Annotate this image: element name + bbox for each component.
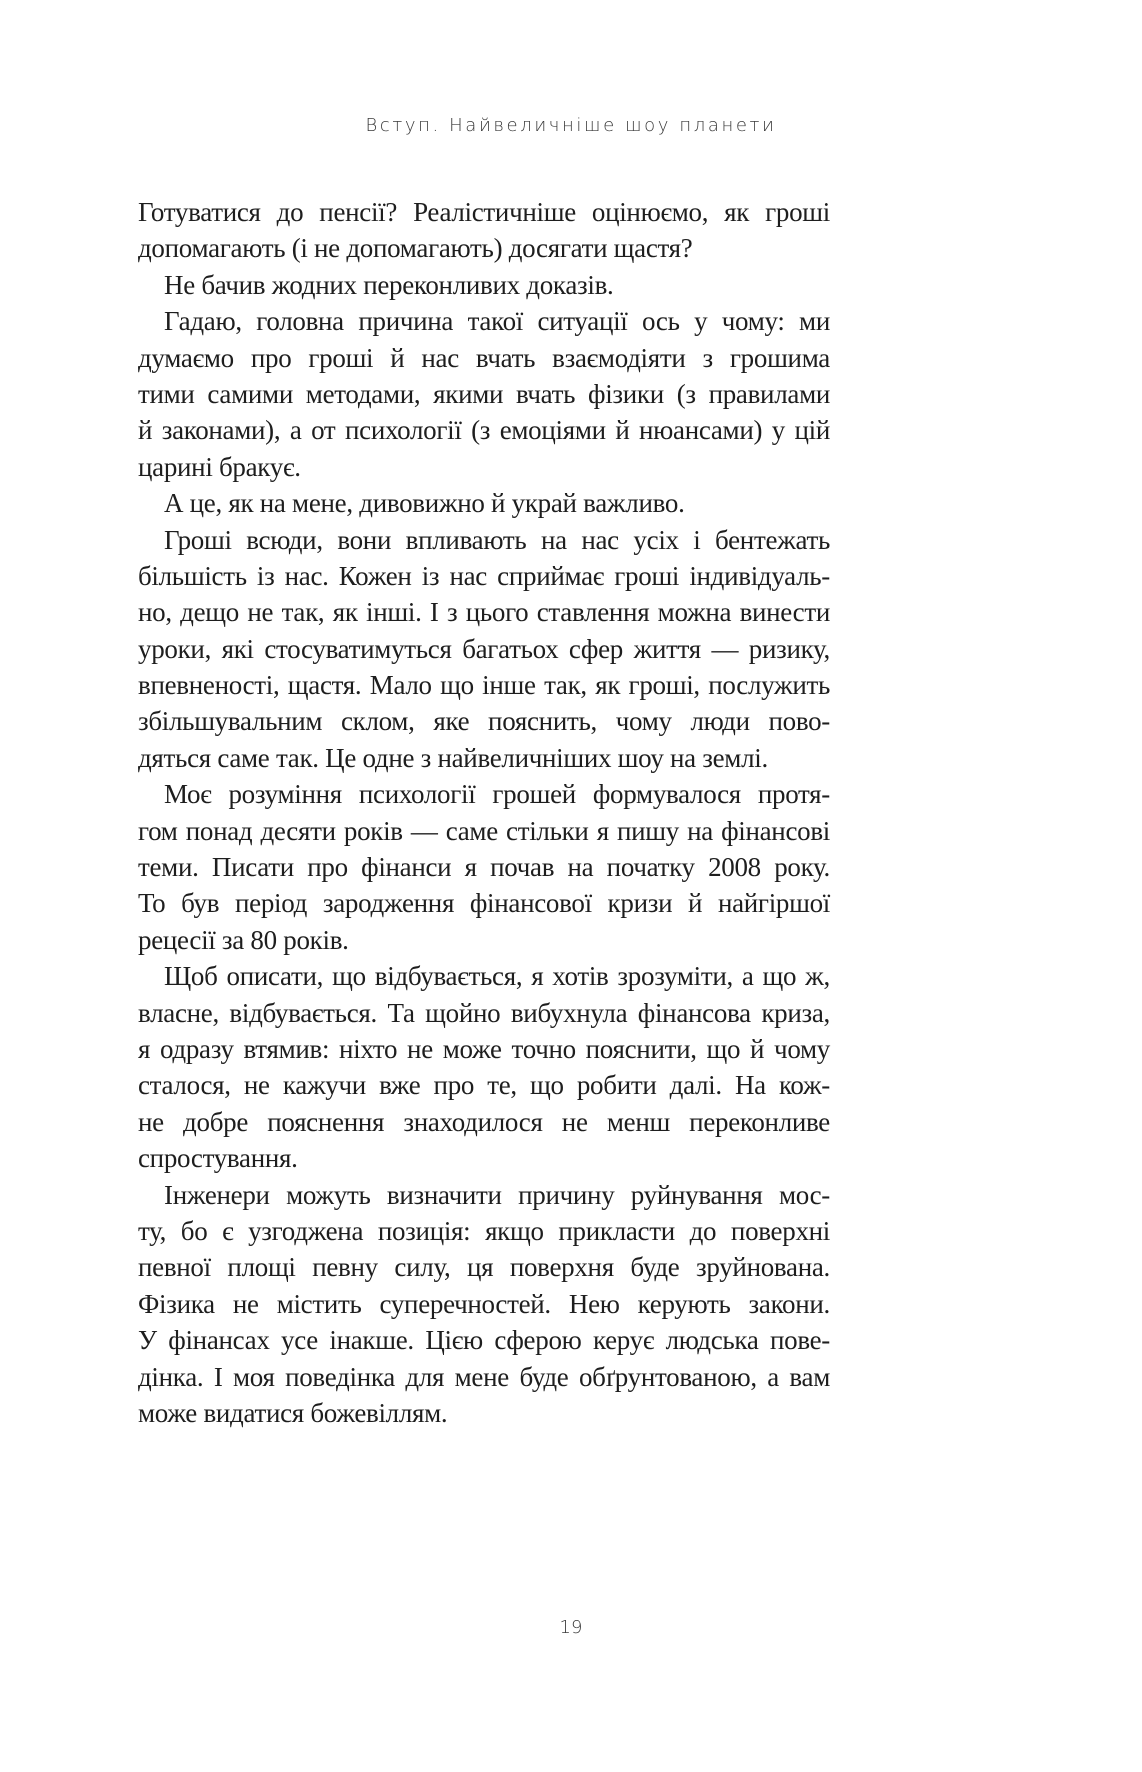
paragraph [138, 267, 830, 303]
text-line: но, дещо не так, як інші. І з цього ставлення можна винести [138, 597, 830, 628]
text-line: не добре пояснення знаходилося не менш переконливе [138, 1106, 830, 1137]
paragraph [138, 522, 830, 777]
paragraph [138, 958, 830, 1176]
text-line: я одразу втямив: ніхто не може точно пояснити, що й чому [138, 1033, 830, 1064]
text-line: сталося, не кажучи вже про те, що робити далі. На кож- [138, 1070, 830, 1101]
text-line: Моє розуміння психології грошей формувалося протя- [164, 779, 830, 810]
text-line: Фізика не містить суперечностей. Нею керують закони. [138, 1288, 830, 1319]
text-line: рецесії за 80 років. [138, 924, 349, 955]
text-line: гом понад десяти років — саме стільки я пишу на фінансові [138, 815, 830, 846]
paragraph [138, 485, 830, 521]
text-line: впевненості, щастя. Мало що інше так, як гроші, послужить [138, 670, 830, 701]
text-line: спростування. [138, 1143, 298, 1174]
text-line: Інженери можуть визначити причину руйнування мос- [164, 1179, 830, 1210]
text-line: царині бракує. [138, 451, 301, 482]
text-line: А це, як на мене, дивовижно й украй важливо. [164, 488, 685, 519]
text-line: збільшувальним склом, яке пояснить, чому люди пово- [138, 706, 830, 737]
running-header: Вступ. Найвеличніше шоу планети [365, 115, 777, 136]
text-line: дяться саме так. Це одне з найвеличніших шоу на землі. [138, 742, 768, 773]
text-line: Не бачив жодних переконливих доказів. [164, 269, 614, 300]
text-line: уроки, які стосуватимуться багатьох сфер життя — ризику, [138, 633, 830, 664]
text-line: певної площі певну силу, ця поверхня буде зруйнована. [138, 1252, 830, 1283]
text-line: власне, відбувається. Та щойно вибухнула фінансова криза, [138, 997, 830, 1028]
text-line: теми. Писати про фінанси я почав на початку 2008 року. [138, 852, 830, 883]
paragraph [138, 1177, 830, 1432]
text-line: більшість із нас. Кожен із нас сприймає гроші індивідуаль- [138, 560, 830, 591]
text-line: Щоб описати, що відбувається, я хотів зрозуміти, а що ж, [164, 961, 830, 992]
text-line: тими самими методами, якими вчать фізики (з правилами [138, 378, 830, 409]
text-line: може видатися божевіллям. [138, 1397, 448, 1428]
text-line: У фінансах усе інакше. Цією сферою керує людська пове- [138, 1325, 830, 1356]
paragraph [138, 303, 830, 485]
text-line: Готуватися до пенсії? Реалістичніше оцінюємо, як гроші [138, 197, 830, 227]
paragraph [138, 194, 830, 267]
text-line: Гадаю, головна причина такої ситуації ось у чому: ми [164, 306, 830, 337]
text-line: дінка. І моя поведінка для мене буде обґрунтованою, а вам [138, 1361, 830, 1392]
paragraph [138, 776, 830, 958]
text-line: ту, бо є узгоджена позиція: якщо прикласти до поверхні [138, 1215, 830, 1246]
text-line: думаємо про гроші й нас вчать взаємодіяти з грошима [138, 342, 830, 373]
text-line: й законами), а от психології (з емоціями й нюансами) у цій [138, 415, 830, 446]
text-line: То був період зародження фінансової кризи й найгіршої [138, 888, 830, 919]
text-line: допомагають (і не допомагають) досягати щастя? [138, 233, 693, 264]
text-line: Гроші всюди, вони впливають на нас усіх і бентежать [164, 524, 830, 555]
body-text [138, 194, 830, 1431]
page-number: 19 [559, 1617, 583, 1638]
